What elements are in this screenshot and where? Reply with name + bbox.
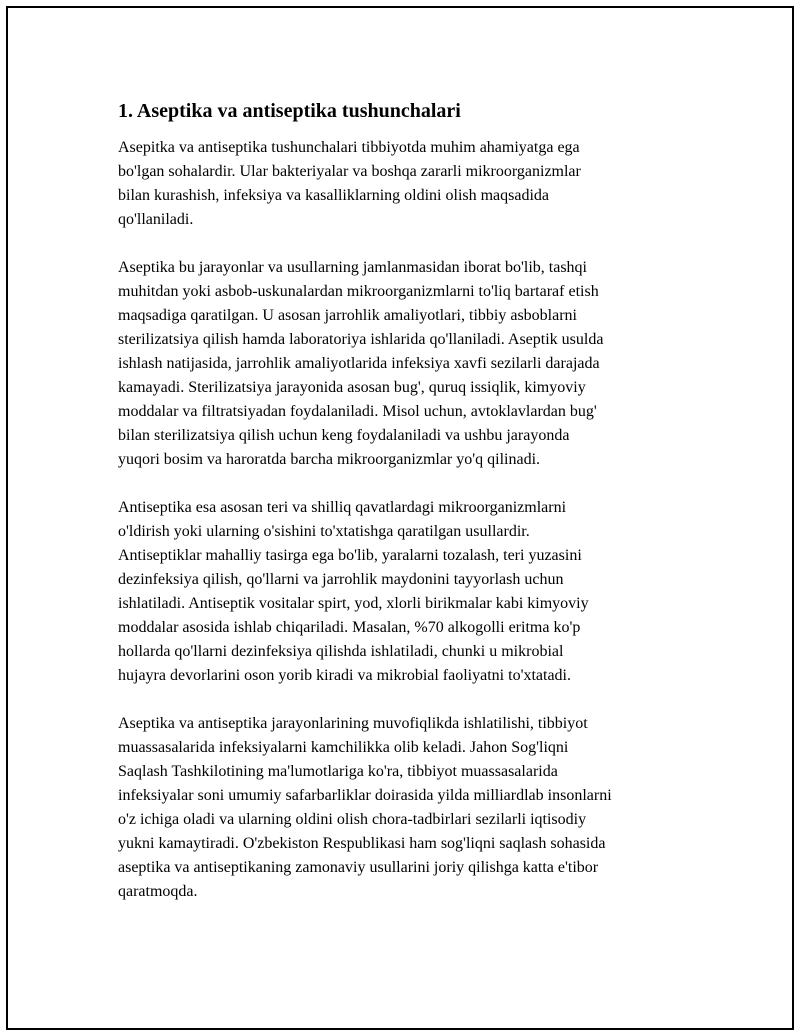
paragraph-line: Aseptika va antiseptika jarayonlarining muvofiqlikda ishlatilishi, tibbiyot — [118, 715, 588, 732]
paragraph-4 — [118, 712, 698, 904]
paragraph-3 — [118, 496, 698, 688]
paragraph-line: ishlatiladi. Antiseptik vositalar spirt, yod, xlorli birikmalar kabi kimyoviy — [118, 595, 589, 612]
paragraph-line: Asepitka va antiseptika tushunchalari tibbiyotda muhim ahamiyatga ega — [118, 139, 580, 156]
paragraph-line: qaratmoqda. — [118, 883, 198, 900]
paragraph-line: yukni kamaytiradi. O'zbekiston Respublikasi ham sog'liqni saqlash sohasida — [118, 835, 606, 852]
paragraph-line: kamayadi. Sterilizatsiya jarayonida asosan bug', quruq issiqlik, kimyoviy — [118, 379, 586, 396]
paragraph-line: sterilizatsiya qilish hamda laboratoriya ishlarida qo'llaniladi. Aseptik usulda — [118, 331, 604, 348]
paragraph-line: aseptika va antiseptikaning zamonaviy usullarini joriy qilishga katta e'tibor — [118, 859, 599, 876]
page-frame — [6, 6, 794, 1030]
paragraph-line: bilan sterilizatsiya qilish uchun keng foydalaniladi va ushbu jarayonda — [118, 427, 570, 444]
paragraph-line: hujayra devorlarini oson yorib kiradi va mikrobial faoliyatni to'xtatadi. — [118, 667, 571, 684]
paragraph-line: qo'llaniladi. — [118, 211, 194, 228]
paragraph-line: bo'lgan sohalardir. Ular bakteriyalar va boshqa zararli mikroorganizmlar — [118, 163, 581, 180]
paragraph-line: muhitdan yoki asbob-uskunalardan mikroorganizmlarni to'liq bartaraf etish — [118, 283, 599, 300]
document-body — [118, 98, 698, 928]
paragraph-line: bilan kurashish, infeksiya va kasalliklarning oldini olish maqsadida — [118, 187, 550, 204]
paragraph-line: dezinfeksiya qilish, qo'llarni va jarrohlik maydonini tayyorlash uchun — [118, 571, 564, 588]
paragraph-line: yuqori bosim va haroratda barcha mikroorganizmlar yo'q qilinadi. — [118, 451, 541, 468]
paragraph-line: Antiseptiklar mahalliy tasirga ega bo'lib, yaralarni tozalash, teri yuzasini — [118, 547, 582, 564]
paragraph-line: Antiseptika esa asosan teri va shilliq qavatlardagi mikroorganizmlarni — [118, 499, 567, 516]
paragraph-1 — [118, 136, 698, 232]
paragraph-line: moddalar va filtratsiyadan foydalaniladi. Misol uchun, avtoklavlardan bug' — [118, 403, 597, 420]
paragraph-line: hollarda qo'llarni dezinfeksiya qilishda ishlatiladi, chunki u mikrobial — [118, 643, 564, 660]
paragraph-line: ishlash natijasida, jarrohlik amaliyotlarida infeksiya xavfi sezilarli darajada — [118, 355, 600, 372]
paragraph-line: maqsadiga qaratilgan. U asosan jarrohlik amaliyotlari, tibbiy asboblarni — [118, 307, 577, 324]
paragraph-2 — [118, 256, 698, 472]
paragraph-line: infeksiyalar soni umumiy safarbarliklar doirasida yilda milliardlab insonlarni — [118, 787, 612, 804]
paragraph-line: o'ldirish yoki ularning o'sishini to'xtatishga qaratilgan usullardir. — [118, 523, 530, 540]
paragraph-line: Saqlash Tashkilotining ma'lumotlariga ko'ra, tibbiyot muassasalarida — [118, 763, 558, 780]
paragraph-line: moddalar asosida ishlab chiqariladi. Masalan, %70 alkogolli eritma ko'p — [118, 619, 581, 636]
section-heading: 1. Aseptika va antiseptika tushunchalari — [118, 100, 461, 122]
paragraph-line: muassasalarida infeksiyalarni kamchilikka olib keladi. Jahon Sog'liqni — [118, 739, 569, 756]
paragraph-line: Aseptika bu jarayonlar va usullarning jamlanmasidan iborat bo'lib, tashqi — [118, 259, 587, 276]
paragraph-line: o'z ichiga oladi va ularning oldini olish chora-tadbirlari sezilarli iqtisodiy — [118, 811, 587, 828]
